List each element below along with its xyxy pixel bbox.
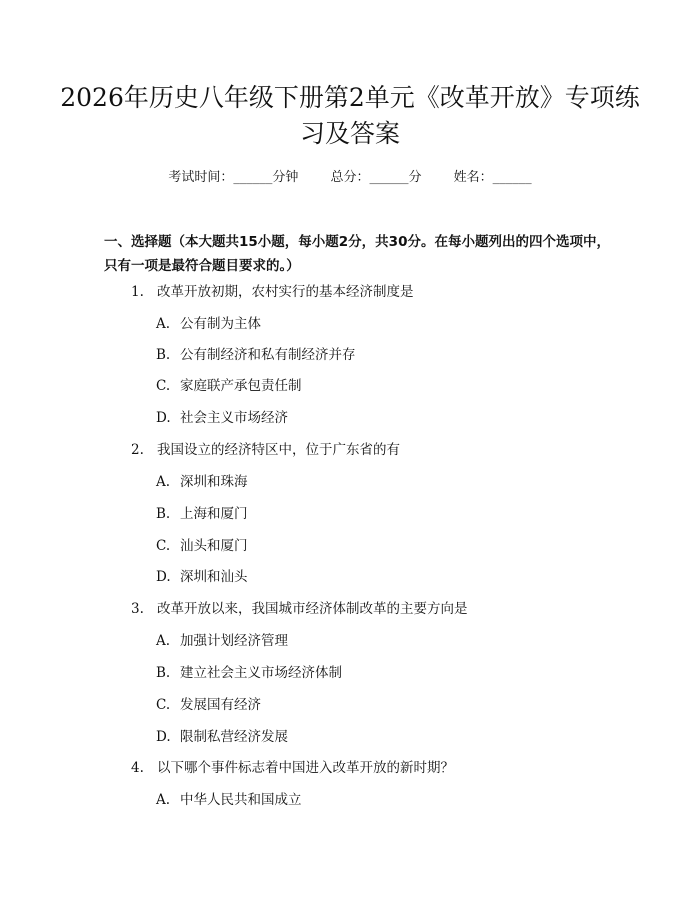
question-1-option-b <box>156 345 356 365</box>
exam-time: 考试时间：______分钟 <box>168 170 299 185</box>
option-text: 中华人民共和国成立 <box>180 792 302 808</box>
question-2-option-c <box>156 536 248 556</box>
option-letter: A. <box>156 633 171 649</box>
question-3-option-c <box>156 695 261 715</box>
question-3 <box>131 599 468 619</box>
option-text: 发展国有经济 <box>180 697 261 713</box>
question-1-option-d <box>156 408 288 428</box>
option-text: 深圳和珠海 <box>180 474 248 490</box>
option-letter: B. <box>156 347 171 363</box>
option-letter: A. <box>156 474 171 490</box>
option-text: 公有制为主体 <box>180 316 261 332</box>
question-3-option-b <box>156 663 342 683</box>
exam-info <box>0 168 700 188</box>
question-text: 改革开放以来，我国城市经济体制改革的主要方向是 <box>157 601 468 617</box>
question-2-option-a <box>156 472 248 492</box>
question-4 <box>131 758 454 778</box>
option-text: 建立社会主义市场经济体制 <box>180 665 342 681</box>
option-text: 社会主义市场经济 <box>180 410 288 426</box>
option-letter: D. <box>156 410 171 426</box>
option-text: 深圳和汕头 <box>180 569 248 585</box>
option-text: 加强计划经济管理 <box>180 633 288 649</box>
question-1 <box>131 282 414 302</box>
question-text: 改革开放初期，农村实行的基本经济制度是 <box>157 284 414 300</box>
question-2-option-d <box>156 567 248 587</box>
question-text: 以下哪个事件标志着中国进入改革开放的新时期？ <box>157 760 454 776</box>
question-number: 3. <box>131 601 144 617</box>
option-text: 上海和厦门 <box>180 506 248 522</box>
question-3-option-d <box>156 727 288 747</box>
section-heading-choice: 一、选择题（本大题共15小题，每小题2分，共30分。在每小题列出的四个选项中，只有一项是最符合题目要求的。） <box>104 234 610 274</box>
option-text: 汕头和厦门 <box>180 538 248 554</box>
question-number: 4. <box>131 760 144 776</box>
student-name: 姓名：______ <box>453 170 532 185</box>
document-title: 2026年历史八年级下册第2单元《改革开放》专项练习及答案 <box>60 83 640 148</box>
option-letter: C. <box>156 538 171 554</box>
question-1-option-c <box>156 376 302 396</box>
option-letter: A. <box>156 316 171 332</box>
option-letter: D. <box>156 569 171 585</box>
question-2-option-b <box>156 504 248 524</box>
question-1-option-a <box>156 314 261 334</box>
option-text: 公有制经济和私有制经济并存 <box>180 347 356 363</box>
question-4-option-a <box>156 790 302 810</box>
option-letter: C. <box>156 378 171 394</box>
option-letter: B. <box>156 665 171 681</box>
question-number: 2. <box>131 442 144 458</box>
option-letter: C. <box>156 697 171 713</box>
total-score: 总分：______分 <box>330 170 422 185</box>
option-letter: D. <box>156 729 171 745</box>
option-letter: B. <box>156 506 171 522</box>
question-2 <box>131 440 400 460</box>
question-3-option-a <box>156 631 288 651</box>
option-text: 家庭联产承包责任制 <box>180 378 302 394</box>
option-letter: A. <box>156 792 171 808</box>
option-text: 限制私营经济发展 <box>180 729 288 745</box>
question-number: 1. <box>131 284 144 300</box>
question-text: 我国设立的经济特区中，位于广东省的有 <box>157 442 400 458</box>
